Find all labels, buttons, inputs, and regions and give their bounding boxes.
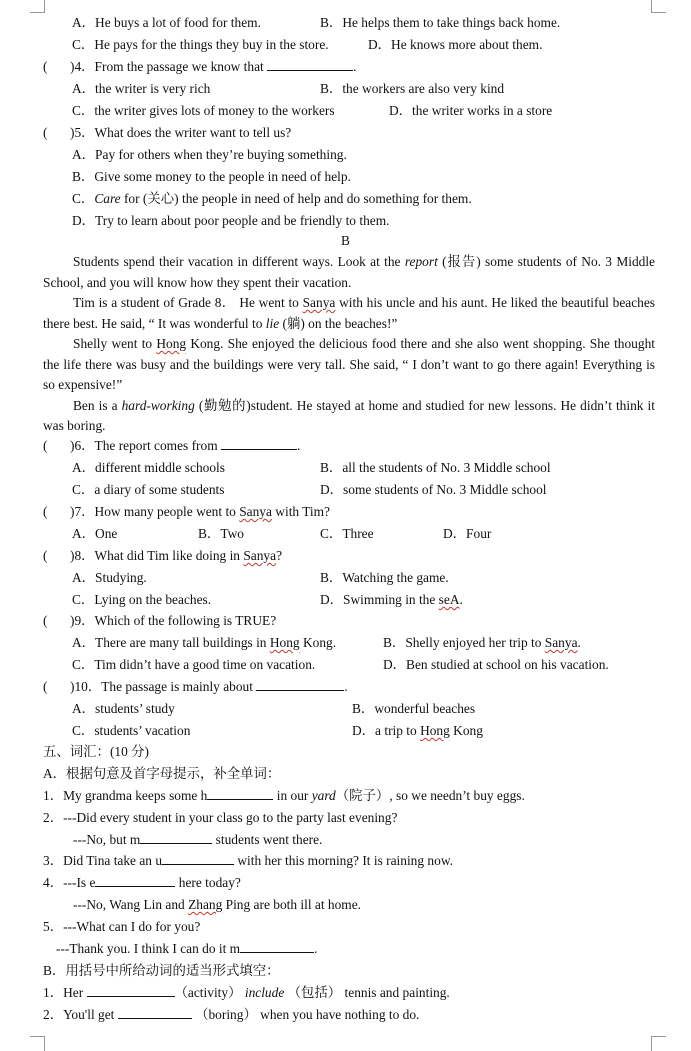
question-text: )10．The passage is mainly about	[70, 679, 253, 694]
option-b: B．Shelly enjoyed her trip to Sanya.	[383, 635, 581, 650]
option-b: B．Two	[198, 526, 244, 541]
question-text: )4．From the passage we know that	[70, 59, 264, 74]
answer-paren: (	[43, 679, 48, 694]
option-d: D．a trip to Hong Kong	[352, 723, 483, 738]
option-b: B．the workers are also very kind	[320, 81, 505, 96]
instruction-text: A．根据句意及首字母提示，补全单词：	[43, 766, 281, 781]
option-c: C．a diary of some students	[72, 482, 225, 497]
passage-paragraph: Shelly went to Hong Kong. She enjoyed the delicious food there and she also went shopping. She thought the life there was busy and the buildings were very tall. She said, “ I don’t want to go there again! Everything is so expensive!”	[43, 336, 655, 392]
option-d: D．Try to learn about poor people and be friendly to them.	[72, 213, 390, 228]
option-b: B．He helps them to take things back home.	[320, 15, 561, 30]
answer-paren: (	[43, 548, 48, 563]
corner-mark	[651, 0, 666, 13]
instruction-text: B．用括号中所给动词的适当形式填空：	[43, 963, 280, 978]
corner-mark	[30, 1036, 45, 1051]
passage-paragraph: Students spend their vacation in different ways. Look at the report (报告) some students of No. 3 Middle School, and you will know how they spent their vacation.	[43, 254, 655, 290]
option-c: C．students’ vacation	[72, 723, 191, 738]
question-text: )5．What does the writer want to tell us?	[70, 125, 292, 140]
option-a: A．Pay for others when they’re buying something.	[72, 147, 347, 162]
question-text: )7．How many people went to Sanya with Tim?	[70, 504, 331, 519]
option-a: A．He buys a lot of food for them.	[72, 15, 261, 30]
answer-blank[interactable]	[221, 437, 297, 450]
answer-blank[interactable]	[256, 678, 344, 691]
passage-paragraph: Ben is a hard-working (勤勉的)student. He stayed at home and studied for new lessons. He didn’t think it was boring.	[43, 397, 655, 433]
option-a: A．There are many tall buildings in Hong Kong.	[72, 635, 337, 650]
answer-paren: (	[43, 59, 48, 74]
option-a: A．Studying.	[72, 570, 147, 585]
option-c: C．Lying on the beaches.	[72, 592, 212, 607]
option-d: D．He knows more about them.	[368, 37, 543, 52]
reading-passage	[43, 252, 655, 437]
option-b: B．all the students of No. 3 Middle school	[320, 460, 551, 475]
answer-blank[interactable]	[267, 58, 353, 71]
option-d: D．some students of No. 3 Middle school	[320, 482, 547, 497]
option-c: C．Three	[320, 526, 374, 541]
answer-paren: (	[43, 125, 48, 140]
option-c: C．He pays for the things they buy in the store.	[72, 37, 329, 52]
corner-mark	[30, 0, 45, 13]
option-b: B．wonderful beaches	[352, 701, 476, 716]
answer-blank[interactable]	[95, 874, 175, 887]
answer-blank[interactable]	[140, 831, 212, 844]
section-heading-b: B	[341, 233, 350, 248]
option-d: D．Four	[443, 526, 492, 541]
option-b: B．Give some money to the people in need of help.	[72, 169, 351, 184]
option-c: C．the writer gives lots of money to the workers	[72, 103, 335, 118]
option-d: D．the writer works in a store	[389, 103, 553, 118]
option-d: D．Ben studied at school on his vacation.	[383, 657, 609, 672]
option-c: C．Care for (关心) the people in need of help and do something for them.	[72, 191, 472, 206]
answer-blank[interactable]	[207, 787, 273, 800]
option-a: A．the writer is very rich	[72, 81, 211, 96]
answer-paren: (	[43, 613, 48, 628]
question-text: )8．What did Tim like doing in Sanya?	[70, 548, 283, 563]
answer-blank[interactable]	[87, 984, 175, 997]
corner-mark	[651, 1036, 666, 1051]
answer-blank[interactable]	[118, 1006, 192, 1019]
section-title: 五、词汇：(10 分)	[43, 744, 149, 759]
answer-blank[interactable]	[162, 852, 234, 865]
answer-paren: (	[43, 504, 48, 519]
passage-paragraph: Tim is a student of Grade 8． He went to Sanya with his uncle and his aunt. He liked the beautiful beaches there best. He said, “ It was wonderful to lie (躺) on the beaches!”	[43, 295, 655, 331]
question-text: )9．Which of the following is TRUE?	[70, 613, 277, 628]
answer-paren: (	[43, 438, 48, 453]
option-d: D．Swimming in the seA.	[320, 592, 463, 607]
option-c: C．Tim didn’t have a good time on vacation.	[72, 657, 316, 672]
document-page: A．He buys a lot of food for them. B．He helps them to take things back home. C．He pays for the things they buy in the store. D．He knows more about them. ( )4．From the passage we know that . A．the writer is very rich B．the workers are also very kind C．the writer gives lots of money to the workers D．the writer works in a store ( )5．What does the writer want to tell us? A．Pay for others when they’re buying something. B．Give some money to the people in need of help. C．Care for (关心) the people in need of help and do something for them. D．Try to learn about poor people and be friendly to them. B Students spend their vacation in different ways. Look at the report (报告) some students of No. 3 Middle School, and you will know how they spent their vacation. Tim is a student of Grade 8． He went to Sanya with his uncle and his aunt. He liked the beautiful beaches there best. He said, “ It was wonderful to lie (躺) on the beaches!” Shelly went to Hong Kong. She enjoyed the delicious food there and she also went shopping. She thought the life there was busy and the buildings were very tall. She said, “ I don’t want to go there again! Everything is so expensive!” Ben is a hard-working (勤勉的)student. He stayed at home and studied for new lessons. He didn’t think it was boring. ( )6．The report comes from . A．different middle schools B．all the students of No. 3 Middle school C．a diary of some students D．some students of No. 3 Middle school ( )7．How many people went to Sanya with Tim? A．One B．Two C．Three D．Four ( )8．What did Tim like doing in Sanya? A．Studying. B．Watching the game. C．Lying on the beaches. D．Swimming in the seA. ( )9．Which of the following is TRUE? A．There are many tall buildings in Hong Kong. B．Shelly enjoyed her trip to Sanya. C．Tim didn’t have a good time on vacation. D．Ben studied at school on his vacation. ( )10．The passage is mainly about . A．students’ study B．wonderful beaches C．students’ vacation D．a trip to Hong Kong 五、词汇：(10 分) A．根据句意及首字母提示，补全单词： 1．My grandma keeps some h in our yard（院子）, so we needn’t buy eggs. 2．---Did every student in your class go to the party last evening? ---No, but m students went there. 3．Did Tina take an u with her this morning? It is raining now. 4．---Is e here today? ---No, Wang Lin and Zhang Ping are both ill at home. 5．---What can I do for you? ---Thank you. I think I can do it m . B．用括号中所给动词的适当形式填空： 1．Her （activity） include （包括） tennis and painting. 2．You'll get （boring） when you have nothing to do.	[0, 0, 691, 1048]
option-a: A．different middle schools	[72, 460, 225, 475]
option-b: B．Watching the game.	[320, 570, 449, 585]
option-a: A．students’ study	[72, 701, 175, 716]
answer-blank[interactable]	[240, 940, 314, 953]
option-a: A．One	[72, 526, 118, 541]
question-text: )6．The report comes from	[70, 438, 218, 453]
